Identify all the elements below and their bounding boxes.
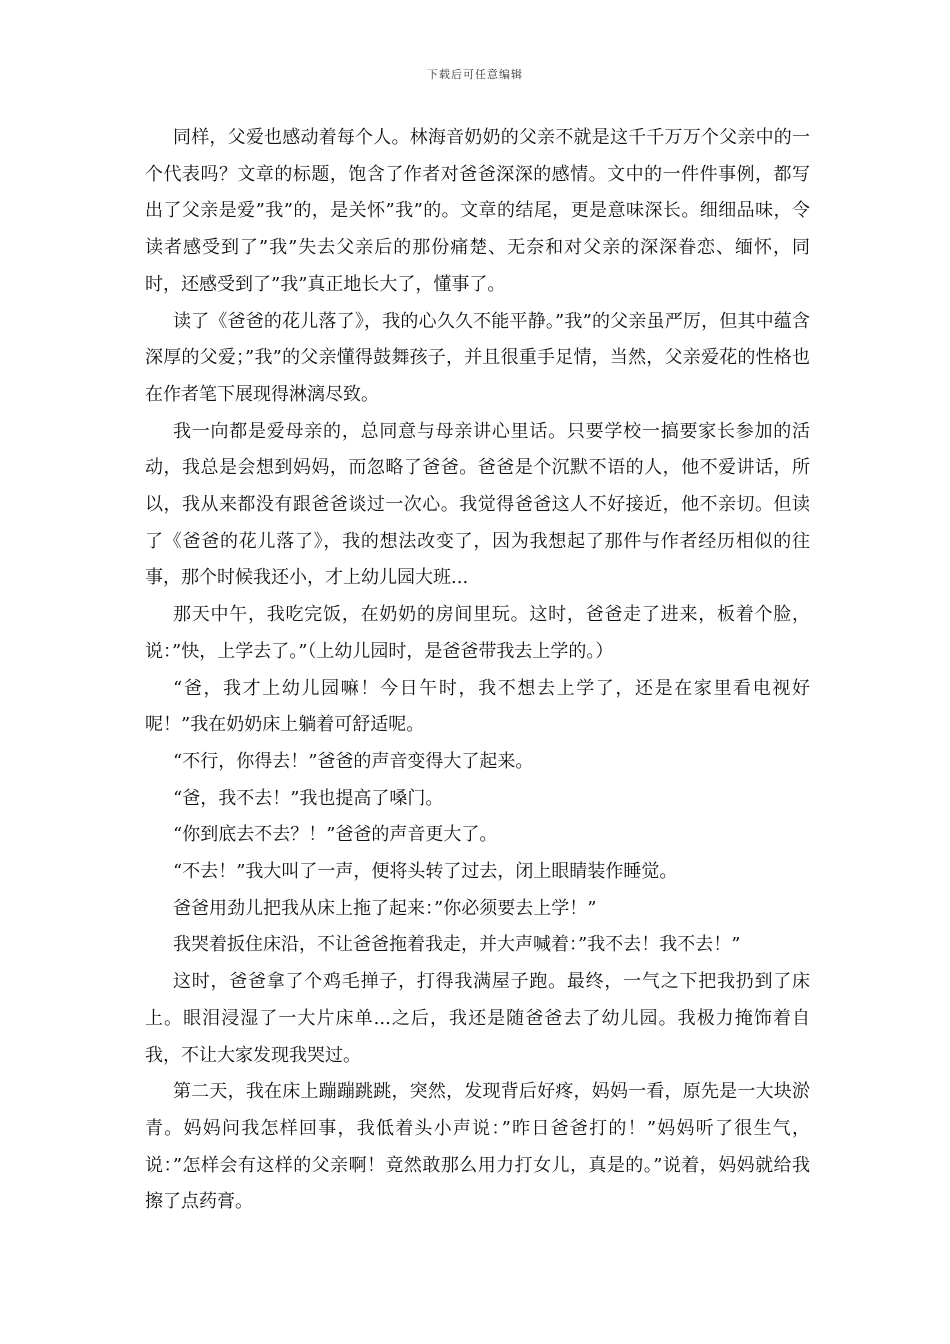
paragraph: “爸，我才上幼儿园嘛！今日午时，我不想去上学了，还是在家里看电视好呢！”我在奶奶床上躺着可舒适呢。 — [145, 677, 810, 736]
document-body — [145, 120, 810, 1221]
paragraph: 那天中午，我吃完饭，在奶奶的房间里玩。这时，爸爸走了进来，板着个脸，说：”快，上学去了。”（上幼儿园时，是爸爸带我去上学的。） — [145, 604, 810, 662]
page-header: 下载后可任意编辑 — [427, 68, 523, 81]
paragraph: 第二天，我在床上蹦蹦跳跳，突然，发现背后好疼，妈妈一看，原先是一大块淤青。妈妈问我怎样回事，我低着头小声说：”昨日爸爸打的！”妈妈听了很生气，说：”怎样会有这样的父亲啊！竟然敢那么用力打女儿，真是的。”说着，妈妈就给我擦了点药膏。 — [145, 1081, 810, 1213]
paragraph: 爸爸用劲儿把我从床上拖了起来：”你必须要去上学！” — [173, 897, 597, 919]
paragraph: 我一向都是爱母亲的，总同意与母亲讲心里话。只要学校一搞要家长参加的活动，我总是会想到妈妈，而忽略了爸爸。爸爸是个沉默不语的人，他不爱讲话，所以，我从来都没有跟爸爸谈过一次心。我觉得爸爸这人不好接近，他不亲切。但读了《爸爸的花儿落了》，我的想法改变了，因为我想起了那件与作者经历相似的往事，那个时候我还小，才上幼儿园大班... — [145, 420, 810, 589]
paragraph: “不行，你得去！”爸爸的声音变得大了起来。 — [173, 750, 534, 772]
paragraph: 同样，父爱也感动着每个人。林海音奶奶的父亲不就是这千千万万个父亲中的一个代表吗？文章的标题，饱含了作者对爸爸深深的感情。文中的一件件事例，都写出了父亲是爱”我”的，是关怀”我”的。文章的结尾，更是意味深长。细细品味，令读者感受到了”我”失去父亲后的那份痛楚、无奈和对父亲的深深眷恋、缅怀，同时，还感受到了”我”真正地长大了，懂事了。 — [145, 127, 810, 295]
paragraph: “爸，我不去！”我也提高了嗓门。 — [173, 787, 444, 809]
paragraph: 读了《爸爸的花儿落了》，我的心久久不能平静。”我”的父亲虽严厉，但其中蕴含深厚的父爱；”我”的父亲懂得鼓舞孩子，并且很重手足情，当然，父亲爱花的性格也在作者笔下展现得淋漓尽致。 — [145, 310, 810, 405]
paragraph: “你到底去不去？！”爸爸的声音更大了。 — [173, 824, 498, 846]
paragraph: 这时，爸爸拿了个鸡毛掸子，打得我满屋子跑。最终，一气之下把我扔到了床上。眼泪浸湿了一大片床单...之后，我还是随爸爸去了幼儿园。我极力掩饰着自我，不让大家发现我哭过。 — [145, 971, 810, 1066]
paragraph: “不去！”我大叫了一声，便将头转了过去，闭上眼睛装作睡觉。 — [173, 861, 678, 883]
paragraph: 我哭着扳住床沿，不让爸爸拖着我走，并大声喊着：”我不去！我不去！” — [173, 934, 741, 956]
